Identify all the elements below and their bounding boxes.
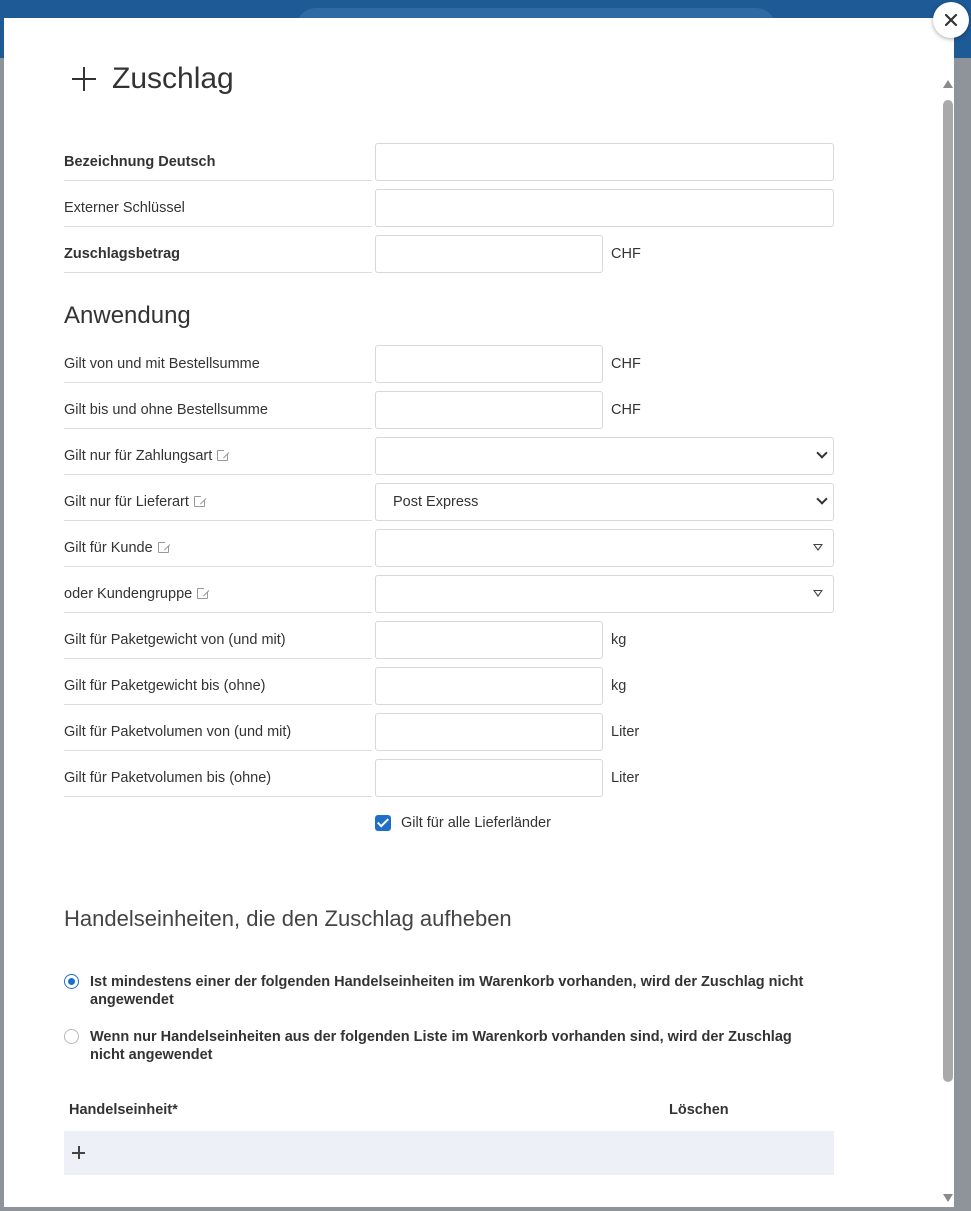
- add-icon[interactable]: [72, 1146, 85, 1159]
- add-handelseinheit-row[interactable]: [64, 1131, 834, 1175]
- volumen-von-unit: Liter: [611, 724, 640, 740]
- von-bestellsumme-unit: CHF: [611, 356, 641, 372]
- gewicht-von-input[interactable]: [375, 621, 603, 659]
- kunde-label-text: Gilt für Kunde: [64, 540, 153, 556]
- row-bezeichnung: [64, 143, 834, 189]
- external-link-icon[interactable]: [194, 496, 205, 507]
- zahlungsart-label-text: Gilt nur für Zahlungsart: [64, 448, 213, 464]
- caret-down-icon: [813, 544, 823, 551]
- kundengruppe-combobox[interactable]: [375, 575, 834, 613]
- radio-mindestens-einer[interactable]: [64, 974, 79, 989]
- kundengruppe-label: [64, 575, 372, 613]
- bis-bestellsumme-input[interactable]: [375, 391, 603, 429]
- col-handelseinheit: Handelseinheit*: [69, 1102, 178, 1118]
- chevron-down-icon: [816, 493, 827, 504]
- row-lieferart: [64, 483, 834, 529]
- alle-lieferlaender-option[interactable]: [375, 815, 551, 831]
- row-gewicht-bis: [64, 667, 834, 713]
- volumen-bis-input[interactable]: [375, 759, 603, 797]
- radio-nur-liste-label: Wenn nur Handelseinheiten aus der folgenden Liste im Warenkorb vorhanden sind, wird der Zuschlag nicht angewendet: [90, 1029, 792, 1063]
- bis-bestellsumme-label: Gilt bis und ohne Bestellsumme: [64, 391, 372, 429]
- handelseinheit-table-header: [64, 1098, 834, 1128]
- externer-schluessel-label: Externer Schlüssel: [64, 189, 372, 227]
- row-externer-schluessel: [64, 189, 834, 235]
- row-von-bestellsumme: [64, 345, 834, 391]
- external-link-icon[interactable]: [158, 542, 169, 553]
- external-link-icon[interactable]: [197, 588, 208, 599]
- lieferart-label-text: Gilt nur für Lieferart: [64, 494, 189, 510]
- lieferart-select[interactable]: [375, 483, 834, 521]
- zuschlagsbetrag-label: Zuschlagsbetrag: [64, 235, 372, 273]
- bezeichnung-label: Bezeichnung Deutsch: [64, 143, 372, 181]
- gewicht-bis-unit: kg: [611, 678, 627, 694]
- radio-option-mindestens-einer[interactable]: [64, 973, 824, 1009]
- kunde-combobox[interactable]: [375, 529, 834, 567]
- radio-mindestens-einer-label: Ist mindestens einer der folgenden Handelseinheiten im Warenkorb vorhanden, wird der Zuschlag nicht angewendet: [90, 974, 804, 1008]
- row-volumen-von: [64, 713, 834, 759]
- row-zuschlagsbetrag: [64, 235, 834, 281]
- bezeichnung-input[interactable]: [375, 143, 834, 181]
- volumen-bis-unit: Liter: [611, 770, 640, 786]
- lieferart-select-value: Post Express: [393, 494, 479, 510]
- plus-icon: [72, 67, 96, 91]
- close-button[interactable]: [933, 2, 969, 38]
- alle-lieferlaender-label: Gilt für alle Lieferländer: [401, 815, 551, 831]
- zuschlagsbetrag-input[interactable]: [375, 235, 603, 273]
- scroll-down-arrow-icon[interactable]: [943, 1194, 953, 1202]
- row-kundengruppe: [64, 575, 834, 621]
- dialog-title-text: Zuschlag: [112, 62, 234, 95]
- volumen-bis-label: Gilt für Paketvolumen bis (ohne): [64, 759, 372, 797]
- handelseinheiten-heading: Handelseinheiten, die den Zuschlag aufheben: [64, 906, 512, 931]
- von-bestellsumme-input[interactable]: [375, 345, 603, 383]
- radio-option-nur-liste[interactable]: [64, 1028, 824, 1064]
- gewicht-bis-label: Gilt für Paketgewicht bis (ohne): [64, 667, 372, 705]
- caret-down-icon: [813, 590, 823, 597]
- row-zahlungsart: [64, 437, 834, 483]
- anwendung-heading: Anwendung: [64, 302, 191, 329]
- von-bestellsumme-label: Gilt von und mit Bestellsumme: [64, 345, 372, 383]
- row-gewicht-von: [64, 621, 834, 667]
- row-kunde: [64, 529, 834, 575]
- row-bis-bestellsumme: [64, 391, 834, 437]
- dialog-scrollbar[interactable]: [939, 76, 954, 1206]
- externer-schluessel-input[interactable]: [375, 189, 834, 227]
- bis-bestellsumme-unit: CHF: [611, 402, 641, 418]
- volumen-von-label: Gilt für Paketvolumen von (und mit): [64, 713, 372, 751]
- dialog-title: [68, 62, 234, 96]
- zahlungsart-label: [64, 437, 372, 475]
- zuschlagsbetrag-unit: CHF: [611, 246, 641, 262]
- zahlungsart-select[interactable]: [375, 437, 834, 475]
- chevron-down-icon: [816, 447, 827, 458]
- gewicht-von-label: Gilt für Paketgewicht von (und mit): [64, 621, 372, 659]
- gewicht-bis-input[interactable]: [375, 667, 603, 705]
- col-loeschen: Löschen: [669, 1102, 729, 1118]
- close-icon: [944, 13, 958, 27]
- scroll-up-arrow-icon[interactable]: [943, 80, 953, 88]
- kunde-label: [64, 529, 372, 567]
- radio-nur-liste[interactable]: [64, 1029, 79, 1044]
- scroll-thumb[interactable]: [943, 100, 953, 1082]
- gewicht-von-unit: kg: [611, 632, 627, 648]
- kundengruppe-label-text: oder Kundengruppe: [64, 586, 193, 602]
- surcharge-dialog: [4, 18, 954, 1207]
- row-volumen-bis: [64, 759, 834, 805]
- alle-lieferlaender-checkbox[interactable]: [375, 815, 391, 831]
- external-link-icon[interactable]: [217, 450, 228, 461]
- lieferart-label: [64, 483, 372, 521]
- volumen-von-input[interactable]: [375, 713, 603, 751]
